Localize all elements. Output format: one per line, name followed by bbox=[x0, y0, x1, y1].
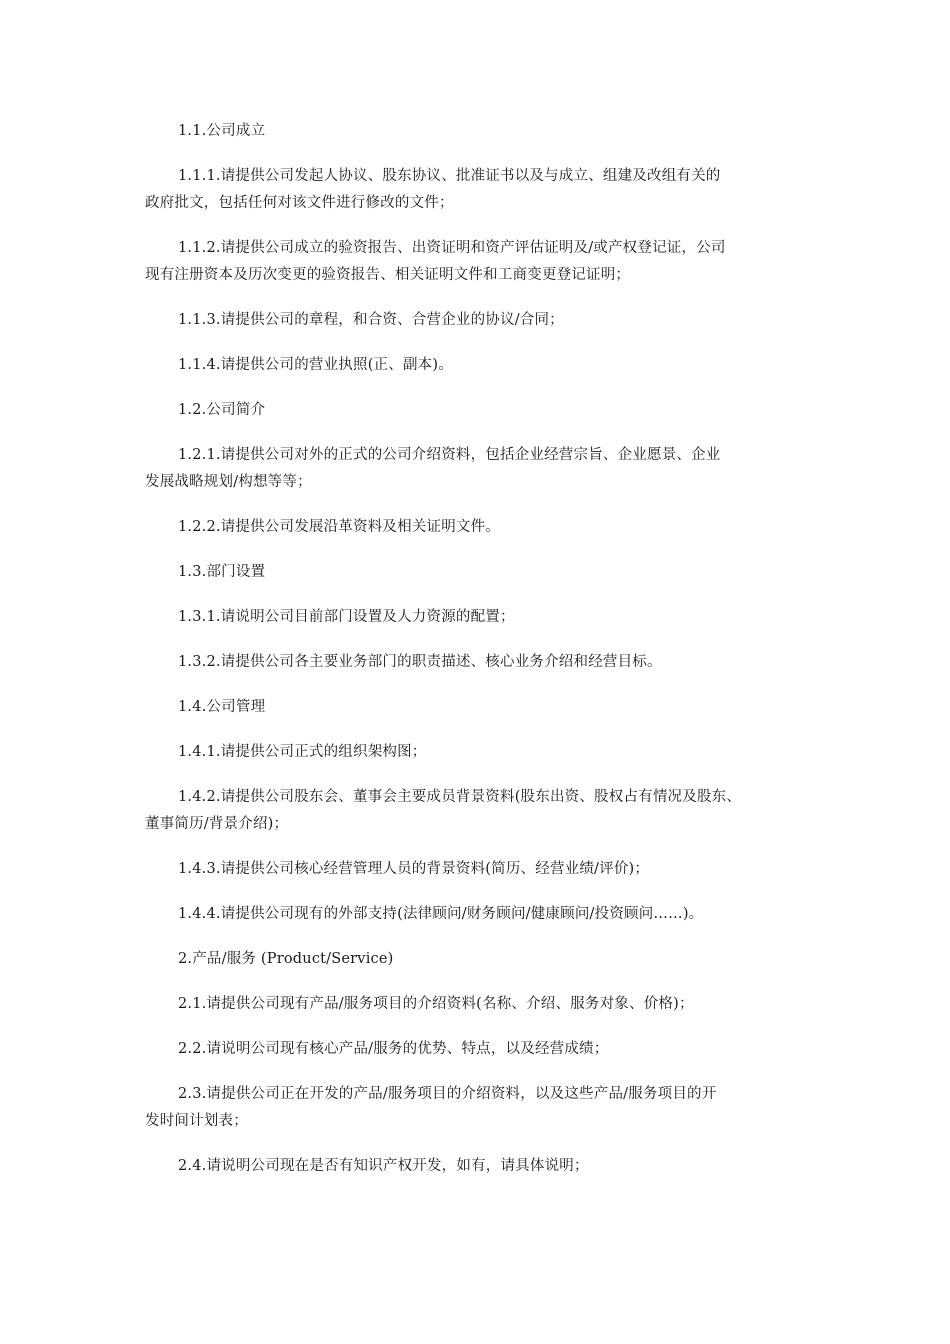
paragraph bbox=[145, 559, 825, 586]
paragraph bbox=[145, 739, 825, 766]
paragraph-line: 1.1.4.请提供公司的营业执照(正、副本)。 bbox=[178, 357, 453, 373]
paragraph bbox=[145, 397, 825, 424]
paragraph-line: 1.4.2.请提供公司股东会、董事会主要成员背景资料(股东出资、股权占有情况及股东、 bbox=[178, 789, 742, 805]
paragraph bbox=[145, 352, 825, 379]
paragraph-line: 2.产品/服务 (Product/Service) bbox=[178, 951, 394, 967]
paragraph-line: 1.3.1.请说明公司目前部门设置及人力资源的配置； bbox=[178, 609, 515, 625]
paragraph-line: 2.4.请说明公司现在是否有知识产权开发，如有，请具体说明； bbox=[178, 1158, 589, 1174]
paragraph bbox=[145, 649, 825, 676]
paragraph bbox=[145, 1153, 825, 1180]
paragraph bbox=[145, 694, 825, 721]
paragraph-line: 2.3.请提供公司正在开发的产品/服务项目的介绍资料，以及这些产品/服务项目的开 bbox=[178, 1086, 717, 1102]
paragraph bbox=[145, 784, 825, 838]
paragraph bbox=[145, 856, 825, 883]
paragraph-continuation-line: 董事简历/背景介绍)； bbox=[145, 816, 289, 832]
paragraph-line: 1.4.1.请提供公司正式的组织架构图； bbox=[178, 744, 427, 760]
paragraph bbox=[145, 514, 825, 541]
paragraph bbox=[145, 118, 825, 145]
paragraph-line: 2.1.请提供公司现有产品/服务项目的介绍资料(名称、介绍、服务对象、价格)； bbox=[178, 996, 694, 1012]
paragraph bbox=[145, 1036, 825, 1063]
paragraph-line: 1.1.2.请提供公司成立的验资报告、出资证明和资产评估证明及/或产权登记证，公司 bbox=[178, 240, 726, 256]
paragraph-line: 1.1.公司成立 bbox=[178, 123, 266, 139]
paragraph bbox=[145, 235, 825, 289]
paragraph-line: 1.3.部门设置 bbox=[178, 564, 266, 580]
paragraph-line: 1.2.公司简介 bbox=[178, 402, 266, 418]
paragraph-continuation-line: 现有注册资本及历次变更的验资报告、相关证明文件和工商变更登记证明； bbox=[145, 267, 631, 283]
paragraph bbox=[145, 1081, 825, 1135]
paragraph-continuation-line: 发时间计划表； bbox=[145, 1113, 248, 1129]
paragraph-continuation-line: 政府批文，包括任何对该文件进行修改的文件； bbox=[145, 195, 454, 211]
paragraph bbox=[145, 946, 825, 973]
paragraph-line: 1.1.3.请提供公司的章程，和合资、合营企业的协议/合同； bbox=[178, 312, 564, 328]
paragraph bbox=[145, 163, 825, 217]
paragraph-continuation-line: 发展战略规划/构想等等； bbox=[145, 474, 312, 490]
paragraph-line: 1.4.4.请提供公司现有的外部支持(法律顾问/财务顾问/健康顾问/投资顾问……)。 bbox=[178, 906, 704, 922]
paragraph-line: 1.4.公司管理 bbox=[178, 699, 266, 715]
paragraph-line: 1.2.2.请提供公司发展沿革资料及相关证明文件。 bbox=[178, 519, 501, 535]
document-body bbox=[145, 118, 825, 1198]
paragraph-line: 1.3.2.请提供公司各主要业务部门的职责描述、核心业务介绍和经营目标。 bbox=[178, 654, 662, 670]
paragraph bbox=[145, 604, 825, 631]
paragraph bbox=[145, 307, 825, 334]
paragraph-line: 1.1.1.请提供公司发起人协议、股东协议、批准证书以及与成立、组建及改组有关的 bbox=[178, 168, 721, 184]
paragraph-line: 2.2.请说明公司现有核心产品/服务的优势、特点，以及经营成绩； bbox=[178, 1041, 609, 1057]
paragraph-line: 1.2.1.请提供公司对外的正式的公司介绍资料，包括企业经营宗旨、企业愿景、企业 bbox=[178, 447, 721, 463]
paragraph bbox=[145, 991, 825, 1018]
paragraph bbox=[145, 901, 825, 928]
paragraph bbox=[145, 442, 825, 496]
paragraph-line: 1.4.3.请提供公司核心经营管理人员的背景资料(简历、经营业绩/评价)； bbox=[178, 861, 650, 877]
